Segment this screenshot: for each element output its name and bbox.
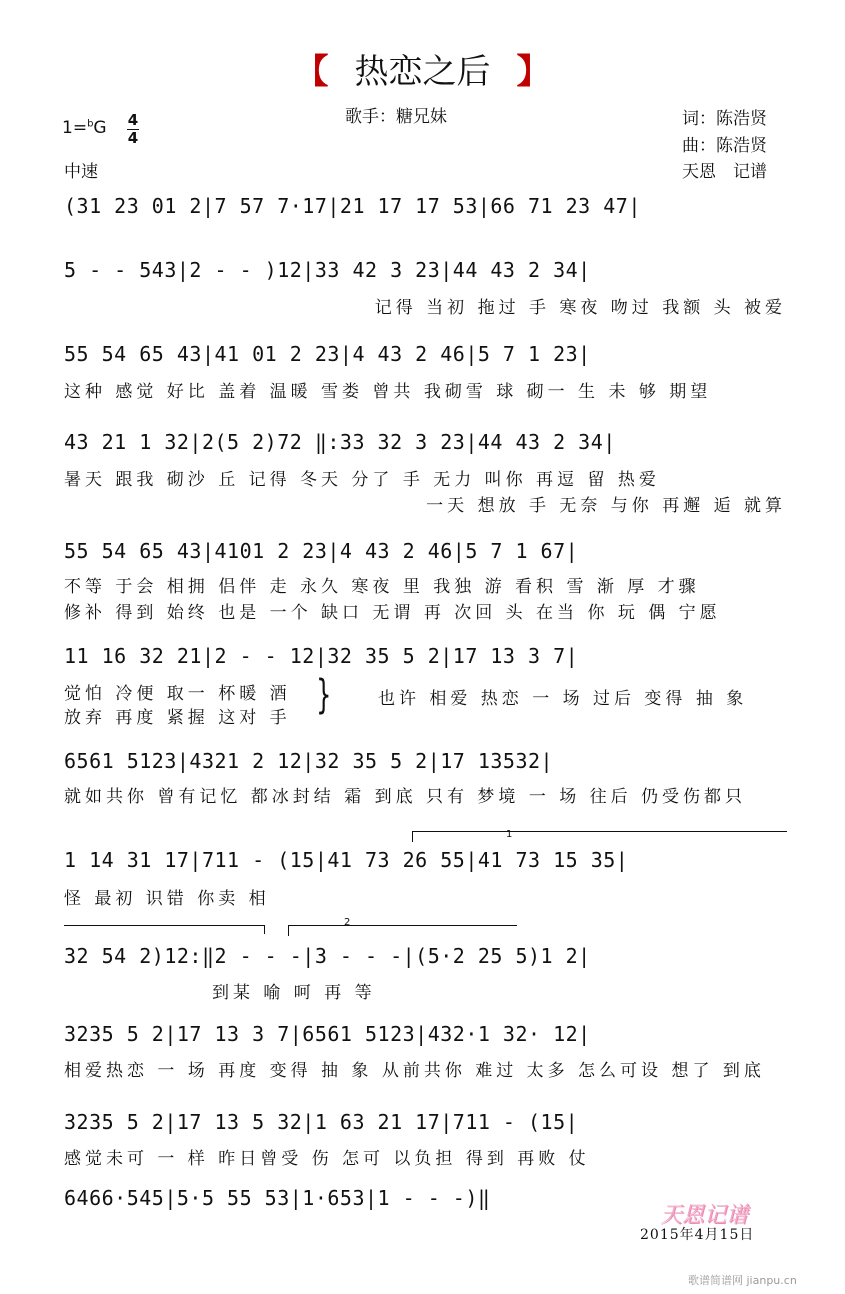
notation-row-6: 11 16 32 21|2 - - 12|32 35 5 2|17 13 3 7|: [64, 644, 579, 668]
key-prefix: 1=: [62, 118, 88, 138]
notation-row-2: 5 - - 543|2 - - )12|33 42 3 23|44 43 2 34|: [64, 258, 591, 282]
first-ending-bracket: [412, 831, 787, 842]
tempo-marking: 中速: [64, 162, 98, 182]
lyrics-row-4-verse2: 一天 想放 手 无奈 与你 再邂 逅 就算: [426, 496, 786, 516]
notation-row-10: 3235 5 2|17 13 3 7|6561 5123|432·1 32· 12|: [64, 1022, 591, 1046]
key-note: G: [93, 118, 107, 138]
second-ending-number: 2: [344, 917, 351, 928]
transcriber-stamp: 天恩记谱: [660, 1203, 749, 1228]
lyrics-row-3: 这种 感觉 好比 盖着 温暖 雪娄 曾共 我砌雪 球 砌一 生 未 够 期望: [64, 382, 712, 402]
notation-row-3: 55 54 65 43|41 01 2 23|4 43 2 46|5 7 1 23|: [64, 342, 591, 366]
lyrics-row-5-verse2: 修补 得到 始终 也是 一个 缺口 无谓 再 次回 头 在当 你 玩 偶 宁愿: [64, 603, 721, 623]
lyrics-row-5: 不等 于会 相拥 侣伴 走 永久 寒夜 里 我独 游 看积 雪 渐 厚 才骤: [64, 577, 700, 597]
notation-row-9: 32 54 2)12:‖2 - - -|3 - - -|(5·2 25 5)1 2|: [64, 944, 591, 968]
lyrics-row-6-verse2: 放弃 再度 紧握 这对 手: [64, 708, 291, 728]
lyrics-row-7: 就如共你 曾有记忆 都冰封结 霜 到底 只有 梦境 一 场 往后 仍受伤都只: [64, 787, 747, 807]
verse-brace: }: [316, 672, 332, 718]
title-text: 热恋之后: [354, 52, 491, 92]
transcription-date: 2015年4月15日: [640, 1227, 755, 1243]
lyrics-row-10: 相爱热恋 一 场 再度 变得 抽 象 从前共你 难过 太多 怎么可设 想了 到底: [64, 1061, 765, 1081]
first-ending-close-bracket: [64, 925, 265, 934]
notation-row-8: 1 14 31 17|711 - (15|41 73 26 55|41 73 15 35|: [64, 848, 629, 872]
notation-row-11: 3235 5 2|17 13 5 32|1 63 21 17|711 - (15|: [64, 1110, 579, 1134]
time-signature: [127, 113, 139, 146]
key-signature: [62, 118, 107, 138]
singer-label: 歌手：糖兄妹: [345, 107, 447, 127]
second-ending-bracket: [288, 925, 517, 936]
first-ending-number: 1: [506, 829, 513, 840]
lyrics-row-4: 暑天 跟我 砌沙 丘 记得 冬天 分了 手 无力 叫你 再逗 留 热爱: [64, 470, 660, 490]
title-bracket-close: 】: [516, 52, 551, 92]
notation-row-1: (31 23 01 2|7 57 7·17|21 17 17 53|66 71 23 47|: [64, 194, 641, 218]
chorus-lyrics: 也许 相爱 热恋 一 场 过后 变得 抽 象: [378, 689, 748, 709]
title-bracket-open: 【: [294, 52, 329, 92]
flat-icon: b: [87, 118, 94, 130]
composer-label: 曲：陈浩贤: [682, 136, 767, 156]
transcriber-label: 天恩 记谱: [682, 162, 767, 182]
notation-row-5: 55 54 65 43|4101 2 23|4 43 2 46|5 7 1 67|: [64, 539, 579, 563]
lyrics-row-9: 到某 喻 呵 再 等: [212, 983, 376, 1003]
notation-row-4: 43 21 1 32|2(5 2)72 ‖:33 32 3 23|44 43 2 34|: [64, 430, 616, 454]
notation-row-7: 6561 5123|4321 2 12|32 35 5 2|17 13532|: [64, 749, 554, 773]
lyrics-row-6: 觉怕 冷便 取一 杯暖 酒: [64, 684, 291, 704]
meter-numerator: 4: [127, 111, 139, 129]
song-title: [0, 48, 845, 96]
lyrics-row-11: 感觉未可 一 样 昨日曾受 伤 怎可 以负担 得到 再败 仗: [64, 1149, 590, 1169]
lyrics-row-8: 怪 最初 识错 你卖 相: [64, 889, 270, 909]
site-watermark: 歌谱简谱网 jianpu.cn: [688, 1274, 797, 1287]
lyrics-row-2: 记得 当初 拖过 手 寒夜 吻过 我额 头 被爱: [374, 298, 786, 318]
meter-denominator: 4: [127, 129, 139, 147]
lyricist-label: 词：陈浩贤: [682, 109, 767, 129]
notation-row-12: 6466·545|5·5 55 53|1·653|1 - - -)‖: [64, 1186, 491, 1210]
